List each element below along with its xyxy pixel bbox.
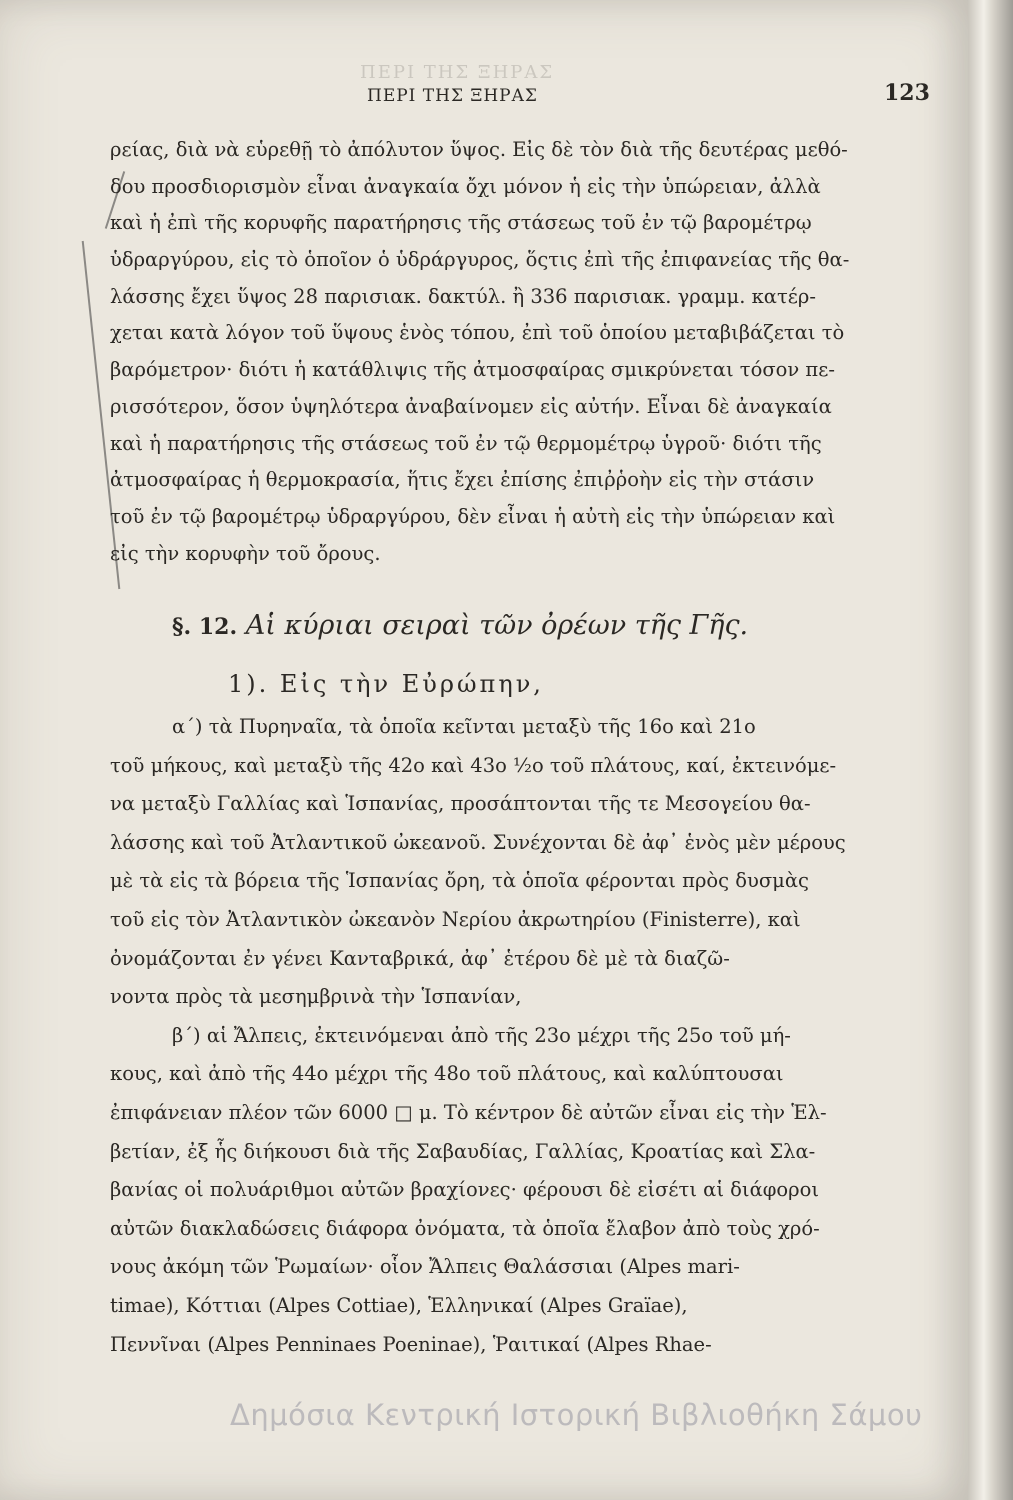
page-number: 123 <box>884 80 930 106</box>
section-number: §. 12. <box>172 614 238 640</box>
text-line: δου προσδιορισμὸν εἶναι ἀναγκαία ὄχι μόνον ἡ εἰς τὴν ὑπώρειαν, ἀλλὰ <box>110 174 821 198</box>
paragraph-2 <box>110 708 854 1364</box>
text-line: βαρόμετρον· διότι ἡ κατάθλιψις τῆς ἀτμοσφαίρας σμικρύνεται τόσον πε- <box>110 358 835 382</box>
text-line: χεται κατὰ λόγον τοῦ ὕψους ἑνὸς τόπου, ἐπὶ τοῦ ὁποίου μεταβιβάζεται τὸ <box>110 321 845 345</box>
library-watermark: Δημόσια Κεντρική Ιστορική Βιβλιοθήκη Σάμου <box>230 1398 923 1432</box>
text-line: μὲ τὰ εἰς τὰ βόρεια τῆς Ἱσπανίας ὄρη, τὰ ὁποῖα φέρονται πρὸς δυσμὰς <box>110 869 809 893</box>
text-line: λάσσης καὶ τοῦ Ἀτλαντικοῦ ὠκεανοῦ. Συνέχονται δὲ ἀφ᾽ ἑνὸς μὲν μέρους <box>110 830 846 854</box>
text-line: λάσσης ἔχει ὕψος 28 παρισιακ. δακτύλ. ἢ 336 παρισιακ. γραμμ. κατέρ- <box>110 284 816 308</box>
text-line: ἀτμοσφαίρας ἡ θερμοκρασία, ἥτις ἔχει ἐπίσης ἐπιῤῥοὴν εἰς τὴν στάσιν <box>110 468 815 492</box>
text-line: εἰς τὴν κορυφὴν τοῦ ὄρους. <box>110 541 381 565</box>
text-line: τοῦ μήκους, καὶ μεταξὺ τῆς 42ο καὶ 43ο ½ο τοῦ πλάτους, καί, ἐκτεινόμε- <box>110 753 837 777</box>
text-line: βανίας οἱ πολυάριθμοι αὐτῶν βραχίονες· φέρουσι δὲ εἰσέτι αἱ διάφοροι <box>110 1178 819 1202</box>
text-line: αὐτῶν διακλαδώσεις διάφορα ὀνόματα, τὰ ὁποῖα ἔλαβον ἀπὸ τοὺς χρό- <box>110 1216 820 1240</box>
text-line: α΄) τὰ Πυρηναῖα, τὰ ὁποῖα κεῖνται μεταξὺ τῆς 16ο καὶ 21ο <box>172 715 756 738</box>
page-edge <box>968 0 1013 1500</box>
text-line: ρισσότερον, ὅσον ὑψηλότερα ἀναβαίνομεν εἰς αὐτήν. Εἶναι δὲ ἀναγκαία <box>110 394 832 418</box>
text-line: κους, καὶ ἀπὸ τῆς 44ο μέχρι τῆς 48ο τοῦ πλάτους, καὶ καλύπτουσαι <box>110 1062 784 1086</box>
paragraph-1 <box>110 132 854 572</box>
text-line: βετίαν, ἐξ ἧς διήκουσι διὰ τῆς Σαβαυδίας, Γαλλίας, Κροατίας καὶ Σλα- <box>110 1139 816 1163</box>
text-line: καὶ ἡ ἐπὶ τῆς κορυφῆς παρατήρησις τῆς στάσεως τοῦ ἐν τῷ βαρομέτρῳ <box>110 211 812 235</box>
text-line: timae), Κόττιαι (Alpes Cottiae), Ἑλληνικαί (Alpes Graïae), <box>110 1293 688 1317</box>
text-line: να μεταξὺ Γαλλίας καὶ Ἱσπανίας, προσάπτονται τῆς τε Μεσογείου θα- <box>110 792 811 816</box>
text-line: νοντα πρὸς τὰ μεσημβρινὰ τὴν Ἱσπανίαν, <box>110 985 522 1009</box>
text-line: ὀνομάζονται ἐν γένει Κανταβρικά, ἀφ᾽ ἑτέρου δὲ μὲ τὰ διαζῶ- <box>110 946 730 970</box>
show-through-header: ΠΕΡΙ ΤΗΣ ΞΗΡΑΣ <box>360 62 555 83</box>
text-line: Πεννῖναι (Alpes Penninaes Poeninae), Ῥαιτικαί (Alpes Rhae- <box>110 1332 712 1356</box>
text-line: τοῦ εἰς τὸν Ἀτλαντικὸν ὠκεανὸν Νερίου ἀκρωτηρίου (Finisterre), καὶ <box>110 907 801 931</box>
text-line: νους ἀκόμη τῶν Ῥωμαίων· οἷον Ἄλπεις Θαλάσσιαι (Alpes mari- <box>110 1255 740 1279</box>
text-line: β΄) αἱ Ἄλπεις, ἐκτεινόμεναι ἀπὸ τῆς 23ο μέχρι τῆς 25ο τοῦ μή- <box>172 1023 791 1047</box>
running-head: ΠΕΡΙ ΤΗΣ ΞΗΡΑΣ <box>367 86 538 106</box>
subsection-heading: 1). Εἰς τὴν Εὐρώπην, <box>228 670 544 698</box>
section-heading <box>172 610 748 641</box>
text-line: ρείας, διὰ νὰ εὑρεθῇ τὸ ἀπόλυτον ὕψος. Εἰς δὲ τὸν διὰ τῆς δευτέρας μεθό- <box>110 138 848 161</box>
text-line: καὶ ἡ παρατήρησις τῆς στάσεως τοῦ ἐν τῷ θερμομέτρῳ ὑγροῦ· διότι τῆς <box>110 431 822 455</box>
text-line: ὑδραργύρου, εἰς τὸ ὁποῖον ὁ ὑδράργυρος, ὅςτις ἐπὶ τῆς ἐπιφανείας τῆς θα- <box>110 248 850 272</box>
text-line: τοῦ ἐν τῷ βαρομέτρῳ ὑδραργύρου, δὲν εἶναι ἡ αὐτὴ εἰς τὴν ὑπώρειαν καὶ <box>110 504 836 528</box>
section-title: Αἱ κύριαι σειραὶ τῶν ὀρέων τῆς Γῆς. <box>245 610 749 641</box>
text-line: ἐπιφάνειαν πλέον τῶν 6000 □ μ. Τὸ κέντρον δὲ αὐτῶν εἶναι εἰς τὴν Ἑλ- <box>110 1100 827 1124</box>
